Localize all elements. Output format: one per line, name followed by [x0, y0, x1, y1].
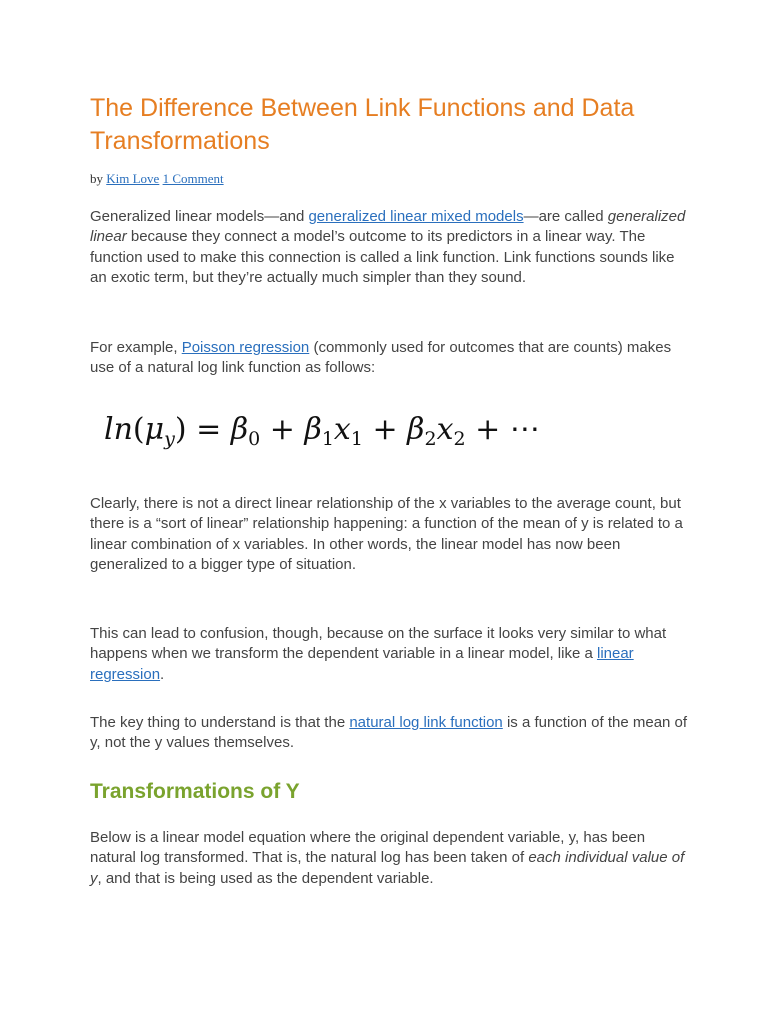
eq-beta2-sub: 2 [424, 428, 437, 450]
emphasis-text: each individual value of y [90, 849, 685, 887]
eq-x1-sub: 1 [350, 428, 363, 450]
glmm-link[interactable]: generalized linear mixed models [308, 208, 524, 225]
eq-plus: + [465, 412, 510, 447]
text: . [160, 665, 165, 683]
eq-rparen: ) [174, 412, 187, 447]
text: The key thing to understand is that the [90, 714, 350, 731]
eq-equals: = [186, 412, 231, 447]
text: For example, [90, 339, 182, 356]
text: because they connect a model’s outcome to its predictors in a linear way. The function used to make this connection is called a link function. Link functions sounds like an exotic term, but they’re actually much simpler than they sound. [90, 228, 675, 287]
eq-plus: + [362, 412, 408, 447]
article-title: The Difference Between Link Functions and Data Transformations [90, 94, 635, 155]
text: —are called [523, 208, 608, 225]
text: , and that is being used as the dependent variable. [97, 869, 434, 887]
paragraph-intro [90, 207, 690, 289]
eq-ln: ln [104, 412, 133, 447]
eq-beta0-sub: 0 [248, 428, 261, 450]
eq-mu-sub: y [164, 428, 175, 450]
eq-x2: x [436, 412, 454, 447]
emphasis-text: generalized linear [90, 208, 686, 246]
paragraph-example [90, 338, 690, 379]
text: This can lead to confusion, though, because on the surface it looks very similar to what happens when we transform the dependent variable in a linear model, like a [90, 625, 667, 663]
text: Generalized linear models—and [90, 208, 309, 225]
eq-x1: x [333, 412, 351, 447]
link-function-equation [104, 412, 540, 450]
paragraph-transformations [90, 828, 690, 889]
eq-plus: + [260, 412, 305, 447]
byline [90, 171, 224, 187]
paragraph-key-thing [90, 713, 690, 754]
byline-prefix: by [90, 171, 103, 186]
eq-beta0: β [230, 412, 249, 447]
eq-mu: μ [144, 412, 165, 447]
poisson-regression-link[interactable]: Poisson regression [181, 339, 310, 356]
eq-x2-sub: 2 [453, 428, 466, 450]
eq-beta2: β [407, 412, 425, 447]
text: (commonly used for outcomes that are counts) makes use of a natural log link function as follows: [90, 339, 672, 377]
eq-ellipsis: ⋯ [509, 412, 540, 447]
comments-link[interactable]: 1 Comment [162, 171, 224, 186]
eq-beta1: β [304, 412, 322, 447]
eq-lparen: ( [132, 412, 145, 447]
paragraph-confusion [90, 624, 690, 685]
section-heading: Transformations of Y [90, 780, 300, 803]
text: Below is a linear model equation where the original dependent variable, y, has been natural log transformed. That is, the natural log has been taken of [90, 829, 646, 867]
eq-beta1-sub: 1 [321, 428, 334, 450]
natural-log-link-function-link[interactable]: natural log link function [349, 714, 503, 731]
text: is a function of the mean of y, not the y values themselves. [90, 714, 688, 752]
paragraph-explanation: Clearly, there is not a direct linear relationship of the x variables to the average count, but there is a “sort of linear” relationship happening: a function of the mean of y is related to a linear combination of x variables. In other words, the linear model has now been generalized to a bigger type of situation. [90, 495, 683, 574]
author-link[interactable]: Kim Love [106, 171, 160, 186]
linear-regression-link[interactable]: linear regression [90, 645, 634, 683]
